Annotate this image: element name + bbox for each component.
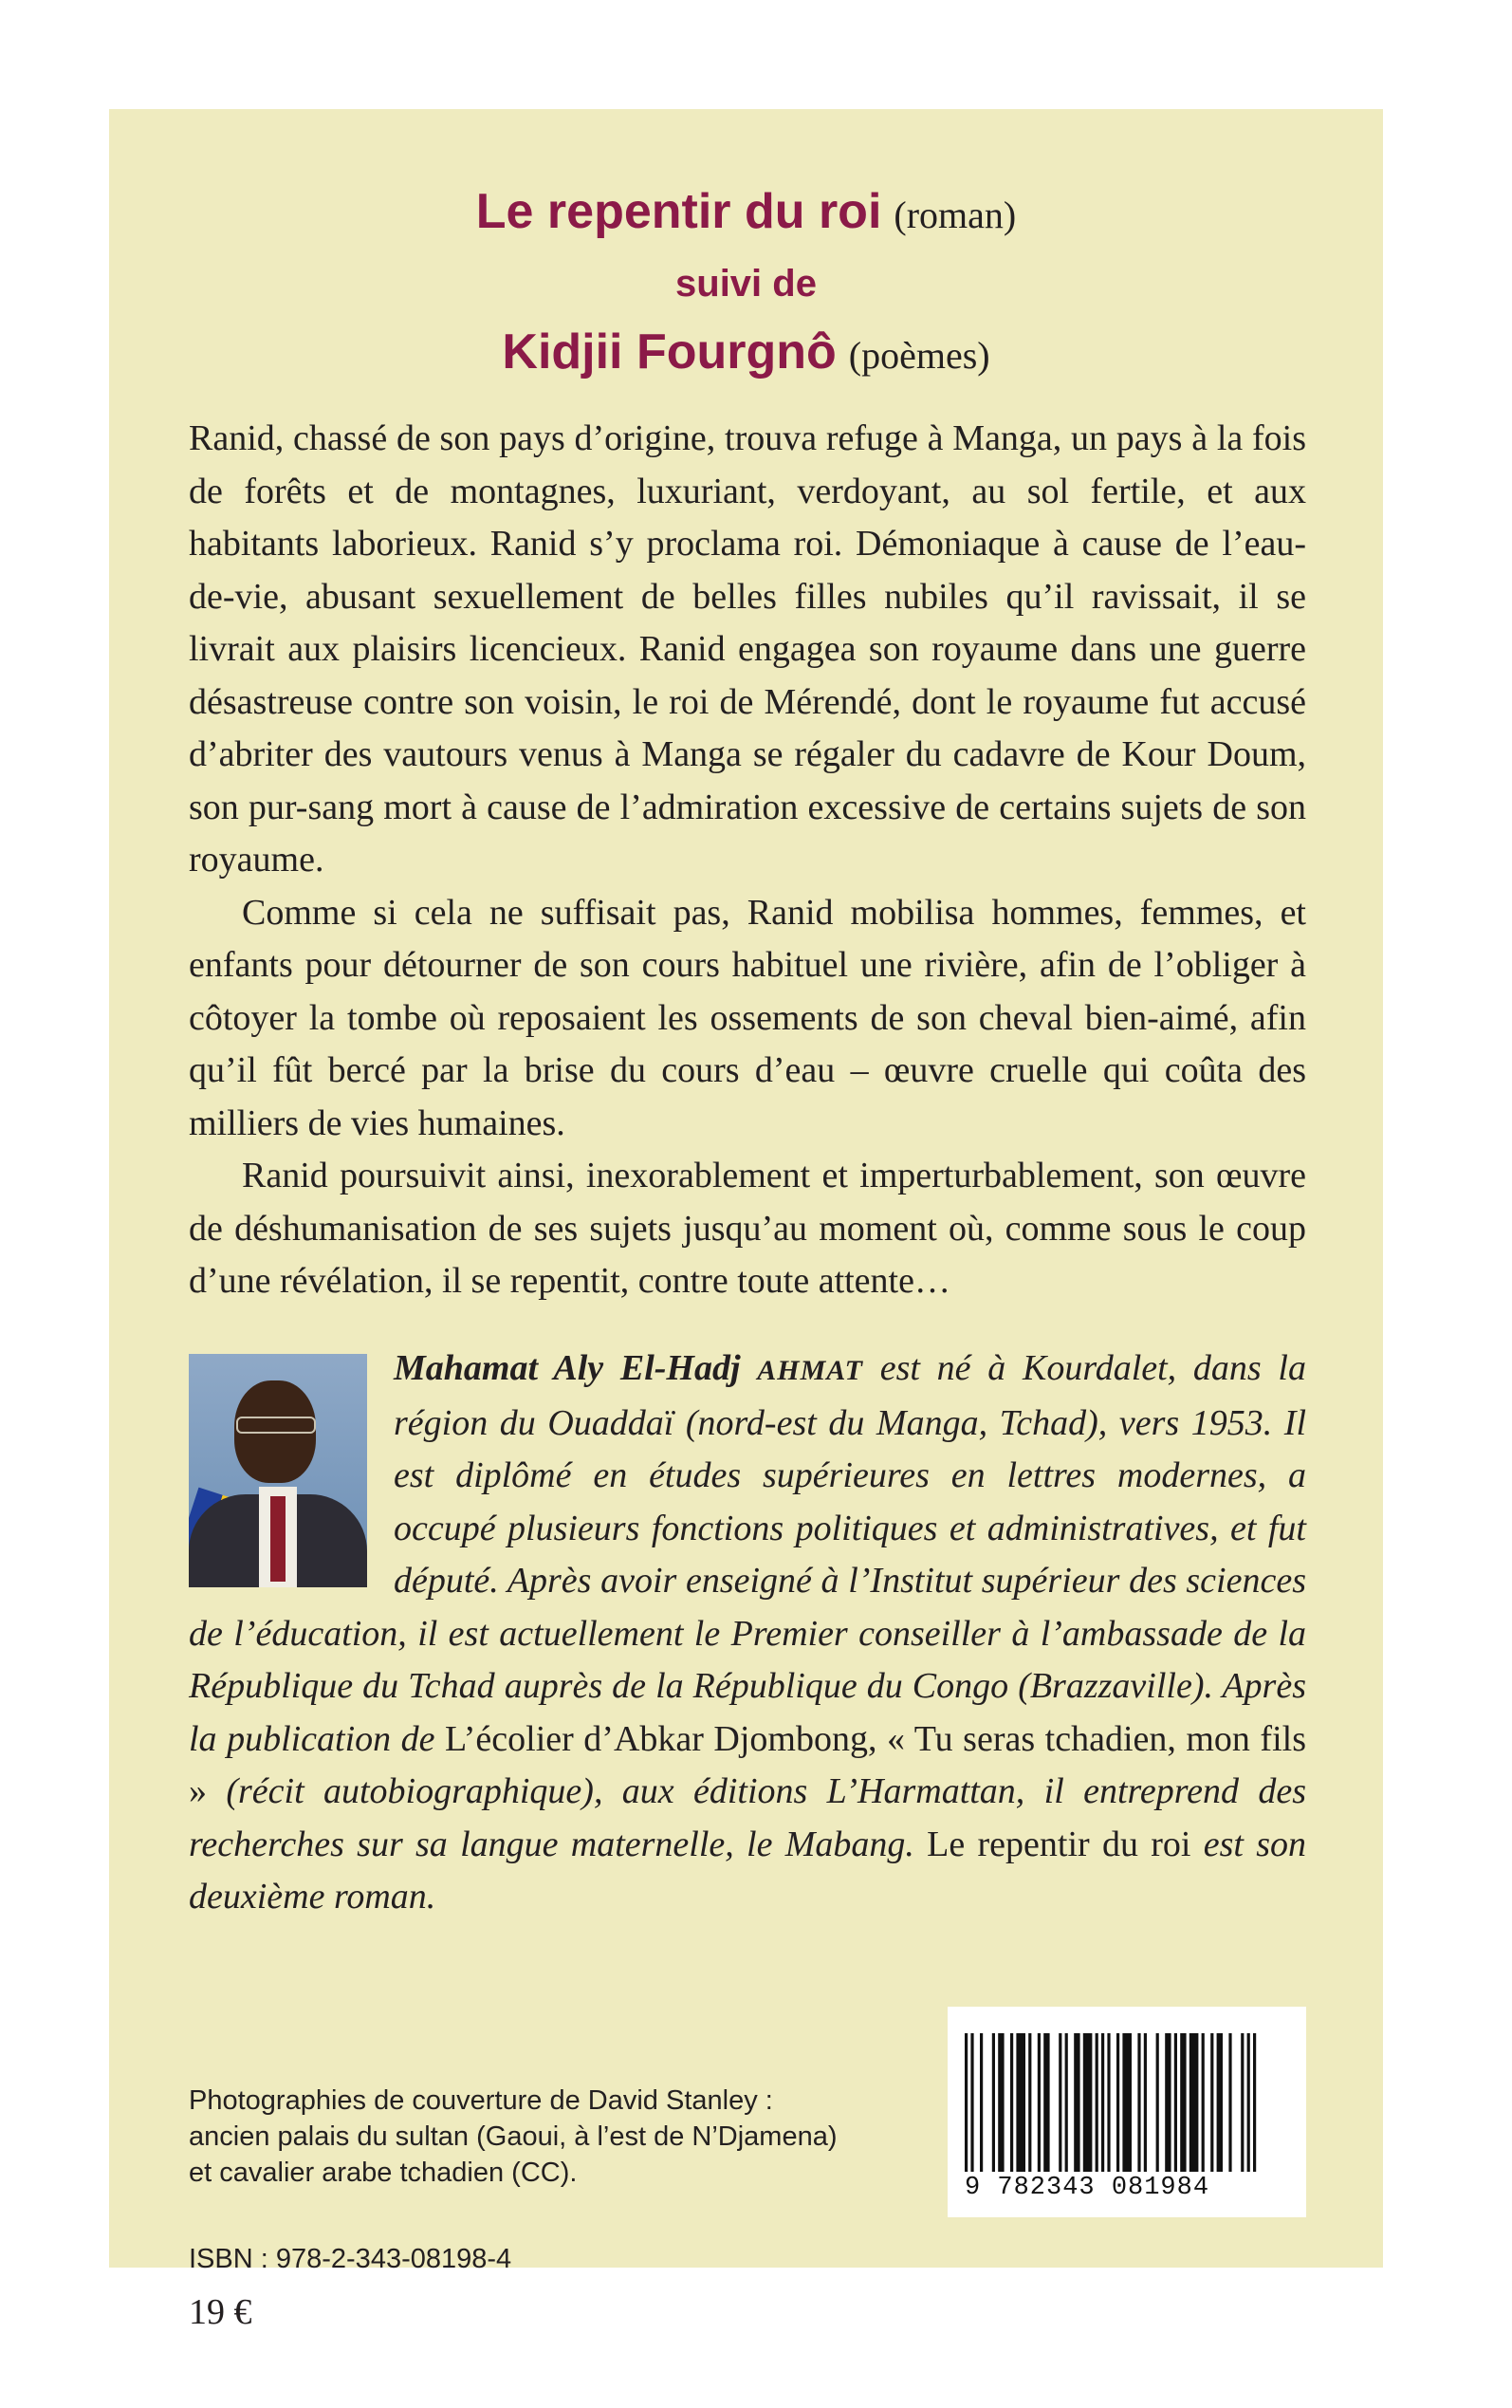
back-cover	[109, 109, 1383, 2332]
author-name-family-text: AHMAT	[757, 1355, 863, 1386]
barcode-bars	[965, 2033, 1289, 2172]
credit-line: et cavalier arabe tchadien (CC).	[189, 2158, 578, 2188]
second-title-genre: (poèmes)	[848, 334, 990, 377]
synopsis-paragraph: Ranid, chassé de son pays d’origine, trouva refuge à Manga, un pays à la fois de forêts et de montagnes, luxuriant, verdoyant, au sol fertile, et aux habitants laborieux. Ranid s’y proclama roi. Démoniaque à cause de l’eau-de-vie, abusant sexuellement de belles filles nubiles qu’il ravissait, il se livrait aux plaisirs licencieux. Ranid engagea son royaume dans une guerre désastreuse contre son voisin, le roi de Mérendé, dont le royaume fut accusé d’abriter des vautours venus à Manga se régaler du cadavre de Kour Doum, son pur-sang mort à cause de l’admiration excessive de certains sujets de son royaume.	[189, 418, 1306, 880]
credit-line: ancien palais du sultan (Gaoui, à l’est de N’Djamena)	[189, 2121, 838, 2152]
author-book-1: L’écolier d’Abkar Djombong, « Tu seras tchadien, mon fils »	[189, 1718, 1306, 1811]
barcode	[948, 2007, 1306, 2217]
title-line-2	[109, 253, 1383, 314]
price: 19 €	[189, 2292, 252, 2332]
credit-line: Photographies de couverture de David Stanley :	[189, 2085, 773, 2116]
author-bio	[189, 1343, 1306, 1924]
book-title-genre: (roman)	[894, 194, 1017, 236]
author-name-family	[757, 1355, 863, 1386]
barcode-digits: 9 782343 081984	[965, 2174, 1210, 2202]
title-connector: suivi de	[675, 263, 817, 305]
author-book-2: Le repentir du roi	[927, 1824, 1191, 1864]
author-bio-text: (récit autobiographique), aux éditions L’Harmattan, il entreprend des recherches sur sa langue maternelle, le Mabang.	[189, 1771, 1306, 1864]
isbn: ISBN : 978-2-343-08198-4	[189, 2244, 512, 2274]
second-title: Kidjii Fourgnô	[502, 324, 837, 380]
synopsis	[189, 413, 1306, 1308]
title-line-3	[109, 314, 1383, 394]
title-block	[109, 174, 1383, 394]
title-line-1	[109, 174, 1383, 253]
synopsis-paragraph: Ranid poursuivit ainsi, inexorablement et imperturbablement, son œuvre de déshumanisation de ses sujets jusqu’au moment où, comme sous le coup d’une révélation, il se repentit, contre toute attente…	[189, 1156, 1306, 1301]
author-name-given: Mahamat Aly El-Hadj	[394, 1348, 741, 1388]
author-bio-text: est né à Kourdalet, dans la région du Ouaddaï (nord-est du Manga, Tchad), vers 1953. Il est diplômé en études supérieures en lettres modernes, a occupé plusieurs fonctions politiques et administratives, et fut député. Après avoir enseigné à l’Institut supérieur des sciences de l’éducation, il est actuellement le Premier conseiller à l’ambassade de la République du Tchad auprès de la République du Congo (Brazzaville). Après la publication de	[189, 1348, 1306, 1759]
book-title: Le repentir du roi	[475, 184, 882, 239]
synopsis-paragraph: Comme si cela ne suffisait pas, Ranid mobilisa hommes, femmes, et enfants pour détourner de son cours habituel une rivière, afin de l’obliger à côtoyer la tombe où reposaient les ossements de son cheval bien-aimé, afin qu’il fût bercé par la brise du cours d’eau – œuvre cruelle qui coûta des milliers de vies humaines.	[189, 892, 1306, 1143]
photo-credits	[189, 2083, 891, 2191]
author-bio-text: est son deuxième roman.	[189, 1824, 1307, 1917]
author-photo	[189, 1354, 367, 1587]
